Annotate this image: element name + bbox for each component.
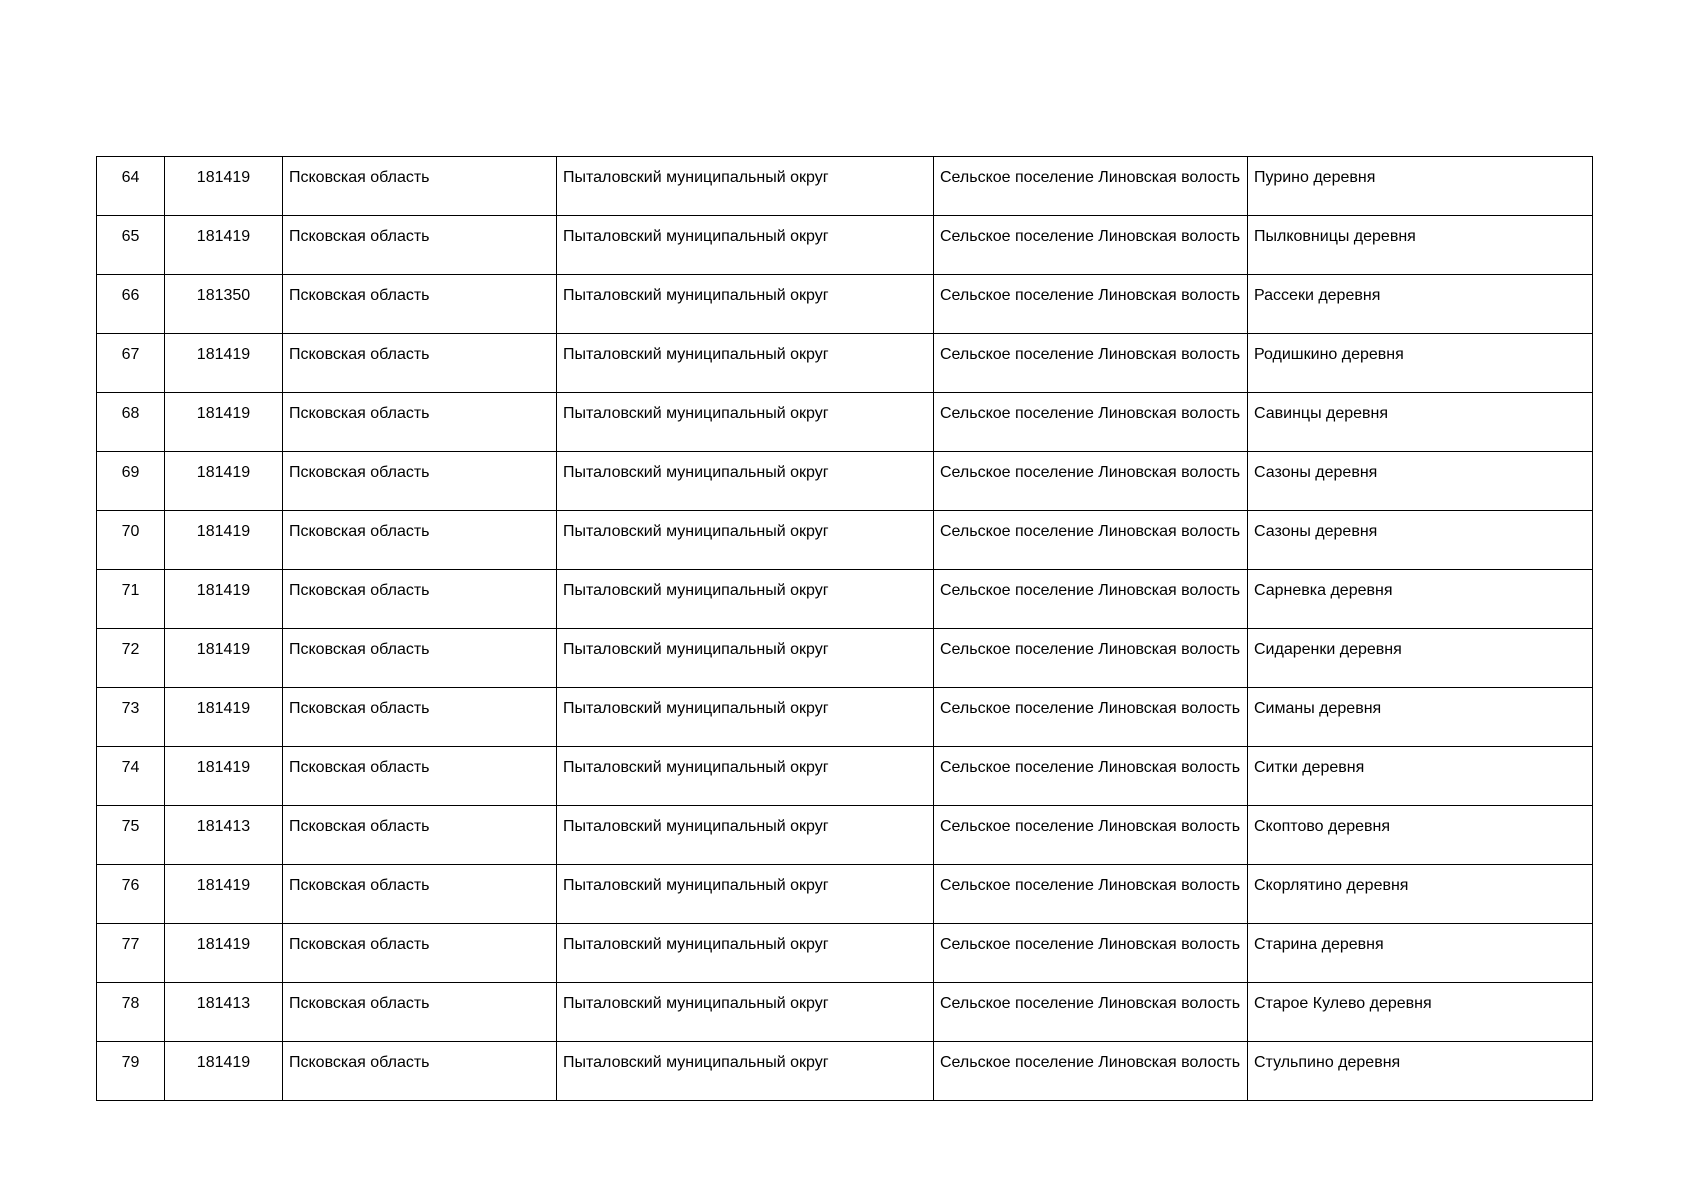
row-number-cell: 75	[97, 806, 165, 865]
district-cell: Пыталовский муниципальный округ	[557, 511, 934, 570]
locality-cell: Стульпино деревня	[1248, 1042, 1593, 1101]
district-cell: Пыталовский муниципальный округ	[557, 452, 934, 511]
settlement-cell: Сельское поселение Линовская волость	[934, 570, 1248, 629]
settlements-table	[96, 156, 1593, 1101]
table-row	[97, 334, 1593, 393]
locality-cell: Рассеки деревня	[1248, 275, 1593, 334]
postal-index-cell: 181350	[165, 275, 283, 334]
postal-index-cell: 181419	[165, 334, 283, 393]
district-cell: Пыталовский муниципальный округ	[557, 393, 934, 452]
locality-cell: Сазоны деревня	[1248, 511, 1593, 570]
settlement-cell: Сельское поселение Линовская волость	[934, 334, 1248, 393]
table-row	[97, 865, 1593, 924]
district-cell: Пыталовский муниципальный округ	[557, 983, 934, 1042]
region-cell: Псковская область	[283, 334, 557, 393]
postal-index-cell: 181413	[165, 983, 283, 1042]
region-cell: Псковская область	[283, 393, 557, 452]
district-cell: Пыталовский муниципальный округ	[557, 865, 934, 924]
row-number-cell: 64	[97, 157, 165, 216]
table-body	[97, 157, 1593, 1101]
row-number-cell: 72	[97, 629, 165, 688]
postal-index-cell: 181419	[165, 216, 283, 275]
postal-index-cell: 181419	[165, 747, 283, 806]
locality-cell: Ситки деревня	[1248, 747, 1593, 806]
postal-index-cell: 181419	[165, 924, 283, 983]
locality-cell: Скоптово деревня	[1248, 806, 1593, 865]
settlement-cell: Сельское поселение Линовская волость	[934, 216, 1248, 275]
locality-cell: Симаны деревня	[1248, 688, 1593, 747]
locality-cell: Старина деревня	[1248, 924, 1593, 983]
postal-index-cell: 181419	[165, 393, 283, 452]
row-number-cell: 74	[97, 747, 165, 806]
row-number-cell: 79	[97, 1042, 165, 1101]
settlement-cell: Сельское поселение Линовская волость	[934, 275, 1248, 334]
region-cell: Псковская область	[283, 216, 557, 275]
table-row	[97, 570, 1593, 629]
settlement-cell: Сельское поселение Линовская волость	[934, 747, 1248, 806]
postal-index-cell: 181413	[165, 806, 283, 865]
settlement-cell: Сельское поселение Линовская волость	[934, 393, 1248, 452]
postal-index-cell: 181419	[165, 511, 283, 570]
settlement-cell: Сельское поселение Линовская волость	[934, 806, 1248, 865]
district-cell: Пыталовский муниципальный округ	[557, 157, 934, 216]
locality-cell: Родишкино деревня	[1248, 334, 1593, 393]
settlement-cell: Сельское поселение Линовская волость	[934, 1042, 1248, 1101]
row-number-cell: 66	[97, 275, 165, 334]
row-number-cell: 69	[97, 452, 165, 511]
region-cell: Псковская область	[283, 570, 557, 629]
district-cell: Пыталовский муниципальный округ	[557, 275, 934, 334]
row-number-cell: 65	[97, 216, 165, 275]
district-cell: Пыталовский муниципальный округ	[557, 334, 934, 393]
locality-cell: Сидаренки деревня	[1248, 629, 1593, 688]
district-cell: Пыталовский муниципальный округ	[557, 570, 934, 629]
postal-index-cell: 181419	[165, 452, 283, 511]
locality-cell: Савинцы деревня	[1248, 393, 1593, 452]
locality-cell: Пурино деревня	[1248, 157, 1593, 216]
district-cell: Пыталовский муниципальный округ	[557, 747, 934, 806]
row-number-cell: 76	[97, 865, 165, 924]
row-number-cell: 70	[97, 511, 165, 570]
table-row	[97, 1042, 1593, 1101]
postal-index-cell: 181419	[165, 688, 283, 747]
settlement-cell: Сельское поселение Линовская волость	[934, 865, 1248, 924]
region-cell: Псковская область	[283, 452, 557, 511]
locality-cell: Скорлятино деревня	[1248, 865, 1593, 924]
postal-index-cell: 181419	[165, 629, 283, 688]
region-cell: Псковская область	[283, 275, 557, 334]
settlement-cell: Сельское поселение Линовская волость	[934, 688, 1248, 747]
district-cell: Пыталовский муниципальный округ	[557, 1042, 934, 1101]
district-cell: Пыталовский муниципальный округ	[557, 216, 934, 275]
table-row	[97, 511, 1593, 570]
postal-index-cell: 181419	[165, 1042, 283, 1101]
table-row	[97, 216, 1593, 275]
row-number-cell: 73	[97, 688, 165, 747]
district-cell: Пыталовский муниципальный округ	[557, 688, 934, 747]
table-row	[97, 924, 1593, 983]
region-cell: Псковская область	[283, 983, 557, 1042]
settlement-cell: Сельское поселение Линовская волость	[934, 511, 1248, 570]
settlement-cell: Сельское поселение Линовская волость	[934, 452, 1248, 511]
table-row	[97, 806, 1593, 865]
table-row	[97, 983, 1593, 1042]
region-cell: Псковская область	[283, 924, 557, 983]
table-row	[97, 393, 1593, 452]
settlement-cell: Сельское поселение Линовская волость	[934, 924, 1248, 983]
region-cell: Псковская область	[283, 865, 557, 924]
table-row	[97, 452, 1593, 511]
region-cell: Псковская область	[283, 511, 557, 570]
postal-index-cell: 181419	[165, 865, 283, 924]
row-number-cell: 77	[97, 924, 165, 983]
table-row	[97, 747, 1593, 806]
district-cell: Пыталовский муниципальный округ	[557, 924, 934, 983]
locality-cell: Сарневка деревня	[1248, 570, 1593, 629]
region-cell: Псковская область	[283, 157, 557, 216]
settlement-cell: Сельское поселение Линовская волость	[934, 983, 1248, 1042]
postal-index-cell: 181419	[165, 570, 283, 629]
region-cell: Псковская область	[283, 1042, 557, 1101]
row-number-cell: 68	[97, 393, 165, 452]
locality-cell: Старое Кулево деревня	[1248, 983, 1593, 1042]
table-row	[97, 157, 1593, 216]
settlement-cell: Сельское поселение Линовская волость	[934, 157, 1248, 216]
settlement-cell: Сельское поселение Линовская волость	[934, 629, 1248, 688]
row-number-cell: 78	[97, 983, 165, 1042]
row-number-cell: 71	[97, 570, 165, 629]
region-cell: Псковская область	[283, 747, 557, 806]
table-row	[97, 275, 1593, 334]
region-cell: Псковская область	[283, 629, 557, 688]
locality-cell: Пылковницы деревня	[1248, 216, 1593, 275]
table-row	[97, 688, 1593, 747]
district-cell: Пыталовский муниципальный округ	[557, 629, 934, 688]
district-cell: Пыталовский муниципальный округ	[557, 806, 934, 865]
region-cell: Псковская область	[283, 806, 557, 865]
locality-cell: Сазоны деревня	[1248, 452, 1593, 511]
region-cell: Псковская область	[283, 688, 557, 747]
table-row	[97, 629, 1593, 688]
postal-index-cell: 181419	[165, 157, 283, 216]
row-number-cell: 67	[97, 334, 165, 393]
